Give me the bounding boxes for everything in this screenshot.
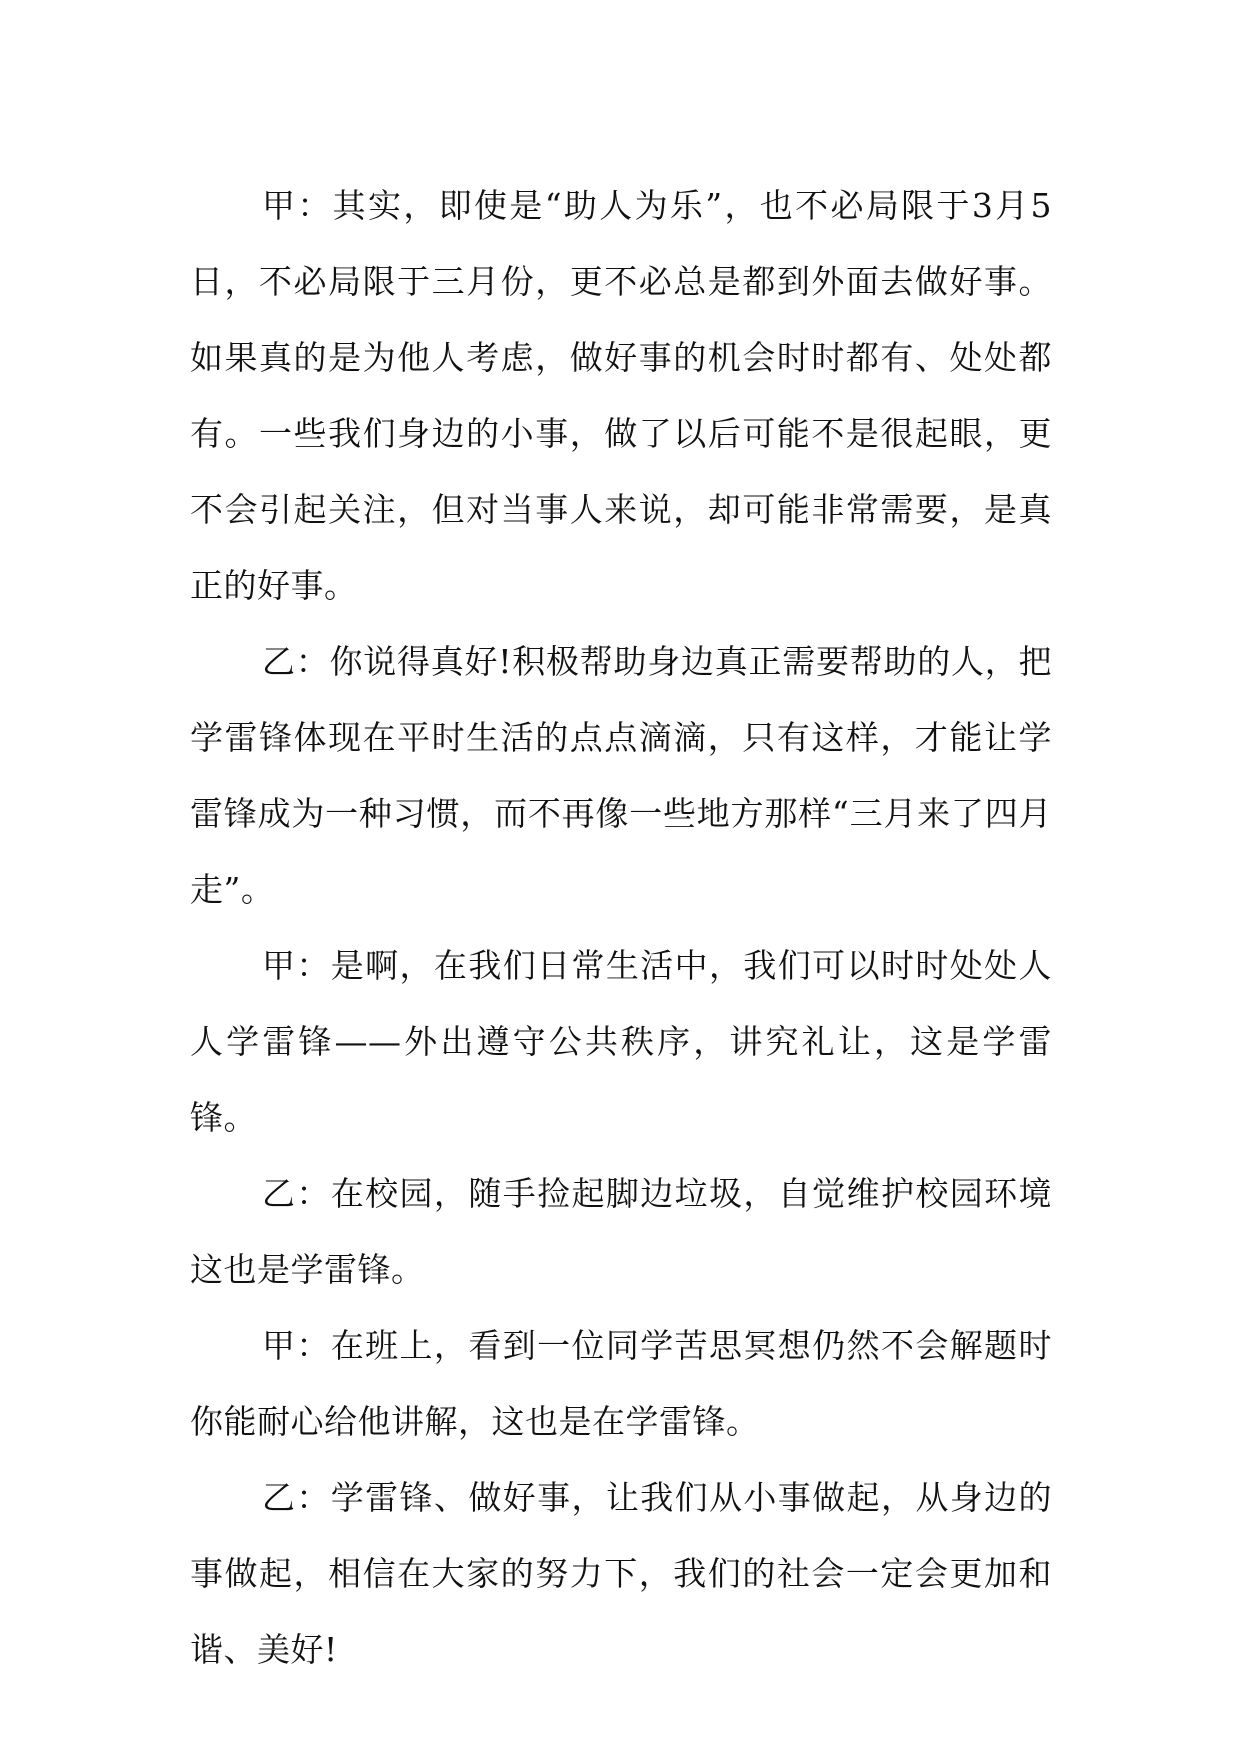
speaker-label: 甲	[262, 946, 297, 985]
dialogue-paragraph	[190, 1156, 1052, 1308]
paragraph-text: ：其实，即使是“助人为乐”，也不必局限于3月5日，不必局限于三月份，更不必总是都到外面去做好事。如果真的是为他人考虑，做好事的机会时时都有、处处都有。一些我们身边的小事，做了以后可能不是很起眼，更不会引起关注，但对当事人来说，却可能非常需要，是真正的好事。	[190, 186, 1053, 605]
paragraph-text: ：在班上，看到一位同学苦思冥想仍然不会解题时你能耐心给他讲解，这也是在学雷锋。	[190, 1326, 1053, 1441]
paragraph-text: ：你说得真好!积极帮助身边真正需要帮助的人，把学雷锋体现在平时生活的点点滴滴，只有这样，才能让学雷锋成为一种习惯，而不再像一些地方那样“三月来了四月走”。	[190, 642, 1052, 909]
speaker-label: 甲	[262, 186, 298, 225]
dialogue-paragraph	[190, 624, 1052, 928]
paragraph-text: ：是啊，在我们日常生活中，我们可以时时处处人人学雷锋——外出遵守公共秩序，讲究礼让，这是学雷锋。	[190, 946, 1053, 1137]
paragraph-text: ：学雷锋、做好事，让我们从小事做起，从身边的事做起，相信在大家的努力下，我们的社会一定会更加和谐、美好!	[190, 1478, 1053, 1669]
dialogue-paragraph	[190, 1460, 1052, 1688]
document-body	[190, 168, 1052, 1688]
speaker-label: 甲	[262, 1326, 297, 1365]
paragraph-text: ：在校园，随手捡起脚边垃圾，自觉维护校园环境这也是学雷锋。	[190, 1174, 1053, 1289]
dialogue-paragraph	[190, 168, 1052, 624]
speaker-label: 乙	[262, 642, 296, 681]
dialogue-paragraph	[190, 1308, 1052, 1460]
speaker-label: 乙	[262, 1478, 297, 1517]
dialogue-paragraph	[190, 928, 1052, 1156]
speaker-label: 乙	[262, 1174, 297, 1213]
